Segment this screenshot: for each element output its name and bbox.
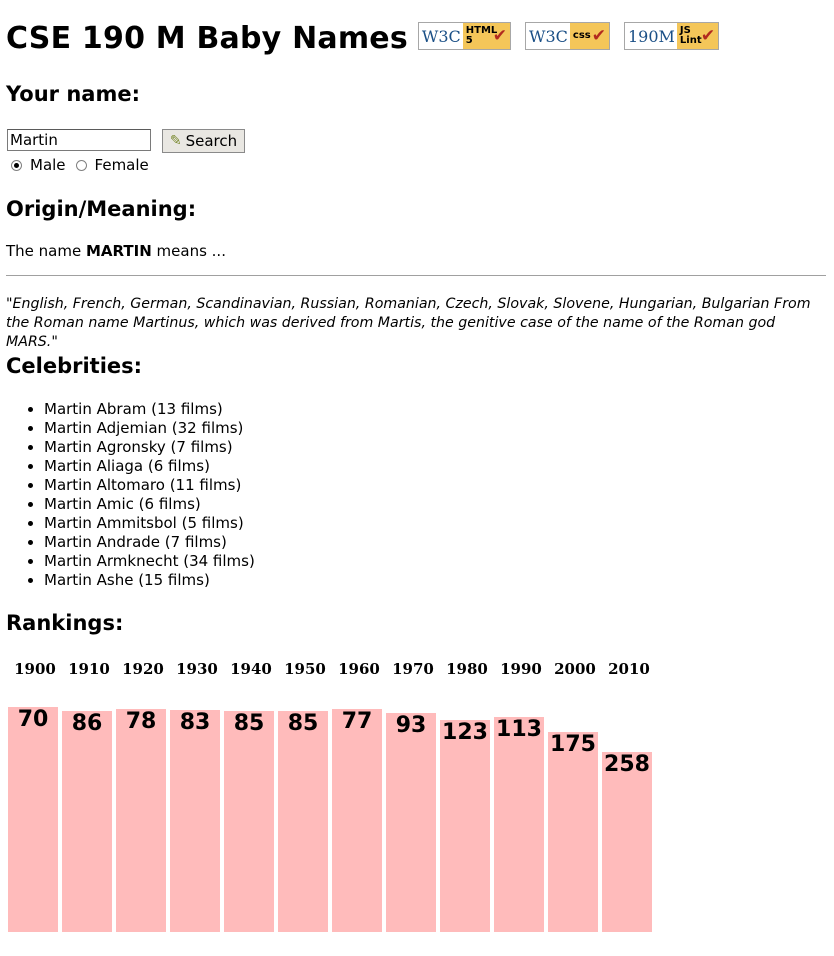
intro-suffix: means ... xyxy=(151,242,226,260)
celebrities-heading: Celebrities: xyxy=(6,354,143,378)
rank-bar xyxy=(8,707,58,932)
rank-value: 258 xyxy=(604,752,650,777)
rank-bar xyxy=(170,710,220,932)
list-item: • Martin Andrade (7 films) xyxy=(44,533,255,552)
year-label: 1920 xyxy=(122,660,164,678)
meaning-text: "English, French, German, Scandinavian, Russian, Romanian, Czech, Slovak, Slovene, Hungarian, Bulgarian From the Roman name Martinus, which was derived from Martis, the genitive case of the name of the Roman god MARS." xyxy=(6,296,811,350)
male-label[interactable]: Male xyxy=(30,156,66,174)
checkmark-icon: ✔ xyxy=(700,26,716,46)
rank-bar xyxy=(494,717,544,932)
w3c-css-badge[interactable] xyxy=(525,22,610,50)
rank-value: 86 xyxy=(71,711,103,736)
rank-bar xyxy=(440,720,490,932)
rank-value: 70 xyxy=(17,707,49,732)
title-bar xyxy=(6,18,733,58)
year-label: 2000 xyxy=(554,660,596,678)
name-input[interactable] xyxy=(7,129,151,151)
year-label: 2010 xyxy=(608,660,650,678)
intro-prefix: The name xyxy=(6,242,86,260)
year-label: 1900 xyxy=(14,660,56,678)
name-in-meaning: MARTIN xyxy=(85,242,152,260)
rank-bar xyxy=(116,709,166,932)
rank-value: 85 xyxy=(287,711,319,736)
rank-value: 93 xyxy=(395,713,427,738)
search-button[interactable] xyxy=(162,129,245,153)
list-item: • Martin Altomaro (11 films) xyxy=(44,476,255,495)
html5-label: HTML 5 xyxy=(465,25,498,46)
year-label: 1950 xyxy=(284,660,326,678)
rank-bar xyxy=(278,711,328,932)
list-item: • Martin Armknecht (34 films) xyxy=(44,552,255,571)
w3c-html5-badge[interactable] xyxy=(418,22,511,50)
page-title: CSE 190 M Baby Names xyxy=(6,20,408,56)
divider xyxy=(6,275,826,276)
rank-bar xyxy=(386,713,436,932)
list-item: • Martin Aliaga (6 films) xyxy=(44,457,255,476)
list-item: • Martin Amic (6 films) xyxy=(44,495,255,514)
year-label: 1970 xyxy=(392,660,434,678)
gender-radio-group xyxy=(11,156,159,174)
rank-value: 77 xyxy=(341,709,373,734)
rank-value: 113 xyxy=(496,717,542,742)
rank-value: 78 xyxy=(125,709,157,734)
year-labels xyxy=(8,660,656,678)
rank-bar xyxy=(548,732,598,932)
list-item: • Martin Adjemian (32 films) xyxy=(44,419,255,438)
jslint-badge[interactable] xyxy=(624,22,719,50)
meaning-intro xyxy=(6,242,226,260)
year-label: 1910 xyxy=(68,660,110,678)
list-item: • Martin Ashe (15 films) xyxy=(44,571,255,590)
rank-value: 175 xyxy=(550,732,596,757)
rank-bar xyxy=(332,709,382,932)
female-radio[interactable] xyxy=(76,160,87,171)
rank-value: 123 xyxy=(442,720,488,745)
rankings-heading: Rankings: xyxy=(6,611,124,635)
rankings-chart xyxy=(8,690,656,932)
190m-logo: 190M xyxy=(627,26,675,46)
year-label: 1990 xyxy=(500,660,542,678)
year-label: 1960 xyxy=(338,660,380,678)
year-label: 1980 xyxy=(446,660,488,678)
origin-heading: Origin/Meaning: xyxy=(6,197,197,221)
jslint-label: JS Lint xyxy=(679,25,702,46)
year-label: 1930 xyxy=(176,660,218,678)
checkmark-icon: ✔ xyxy=(492,26,508,46)
list-item: • Martin Abram (13 films) xyxy=(44,400,255,419)
rank-value: 85 xyxy=(233,711,265,736)
rank-bar xyxy=(224,711,274,932)
w3c-logo: W3C xyxy=(421,26,461,46)
w3c-logo: W3C xyxy=(529,26,568,46)
list-item: • Martin Agronsky (7 films) xyxy=(44,438,255,457)
validator-badges xyxy=(418,22,733,50)
rank-value: 83 xyxy=(179,710,211,735)
celebrity-list xyxy=(26,400,255,590)
rank-bar xyxy=(602,752,652,932)
female-label[interactable]: Female xyxy=(94,156,149,174)
list-item: • Martin Ammitsbol (5 films) xyxy=(44,514,255,533)
rank-bar xyxy=(62,711,112,932)
checkmark-icon: ✔ xyxy=(591,26,606,46)
male-radio[interactable] xyxy=(11,160,22,171)
search-button-label: Search xyxy=(185,132,238,150)
year-label: 1940 xyxy=(230,660,272,678)
css-label: css xyxy=(572,30,591,41)
search-icon: ✎ xyxy=(169,133,182,149)
your-name-heading: Your name: xyxy=(6,82,140,106)
